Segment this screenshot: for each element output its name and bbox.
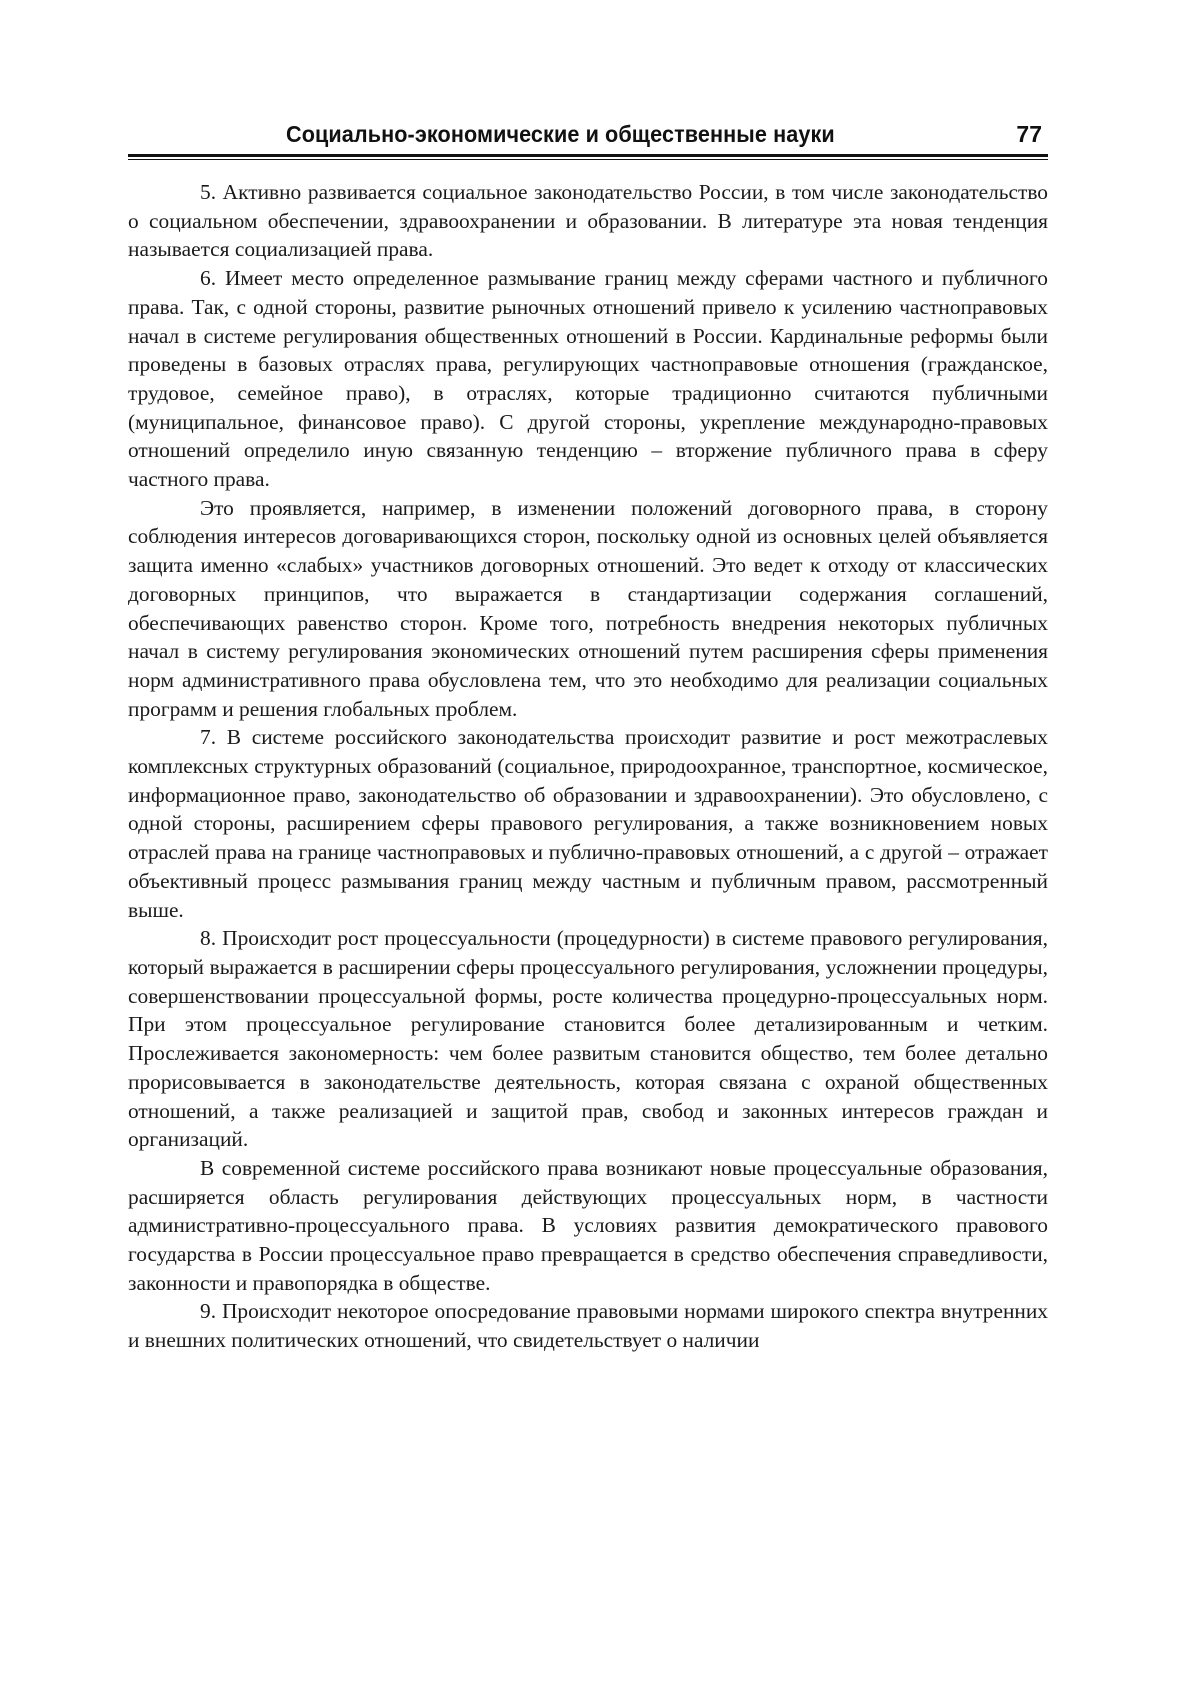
document-page: [128, 118, 1048, 1355]
paragraph-procedural-law: В современной системе российского права возникают новые процессуальные образования, расширяется область регулирования действующих процессуальных норм, в частности административно-процессуального права. В условиях развития демократического правового государства в России процессуальное право превращается в средство обеспечения справедливости, законности и правопорядка в обществе.: [128, 1155, 1048, 1295]
page-number: 77: [1016, 121, 1042, 147]
paragraph-item-8: 8. Происходит рост процессуальности (процедурности) в системе правового регулирования, который выражается в расширении сферы процессуального регулирования, усложнении процедуры, совершенствовании процессуальной формы, росте количества процедурно-процессуальных норм. При этом процессуальное регулирование становится более детализированным и четким. Прослеживается закономерность: чем более развитым становится общество, тем более детально прорисовывается в законодательстве деятельность, которая связана с охраной общественных отношений, а также реализацией и защитой прав, свобод и законных интересов граждан и организаций.: [128, 926, 1048, 1152]
running-title: Социально-экономические и общественные науки: [286, 121, 835, 147]
paragraph-item-9: 9. Происходит некоторое опосредование правовыми нормами широкого спектра внутренних и внешних политических отношений, что свидетельствует о наличии: [128, 1299, 1048, 1353]
paragraph-item-7: 7. В системе российского законодательства происходит развитие и рост межотраслевых комплексных структурных образований (социальное, природоохранное, транспортное, космическое, информационное право, законодательство об образовании и здравоохранении). Это обусловлено, с одной стороны, расширением сферы правового регулирования, а также возникновением новых отраслей права на границе частноправовых и публично-правовых отношений, а с другой – отражает объективный процесс размывания границ между частным и публичным правом, рассмотренный выше.: [128, 725, 1048, 922]
paragraph-item-5: 5. Активно развивается социальное законодательство России, в том числе законодательство о социальном обеспечении, здравоохранении и образовании. В литературе эта новая тенденция называется социализацией права.: [128, 180, 1048, 262]
header-rule: [128, 154, 1048, 160]
body-text: [128, 178, 1048, 1355]
paragraph-item-6: 6. Имеет место определенное размывание границ между сферами частного и публичного права. Так, с одной стороны, развитие рыночных отношений привело к усилению частноправовых начал в системе регулирования общественных отношений в России. Кардинальные реформы были проведены в базовых отраслях права, регулирующих частноправовые отношения (гражданское, трудовое, семейное право), в отраслях, которые традиционно считаются публичными (муниципальное, финансовое право). С другой стороны, укрепление международно-правовых отношений определило иную связанную тенденцию – вторжение публичного права в сферу частного права.: [128, 266, 1048, 492]
paragraph-contract-law: Это проявляется, например, в изменении положений договорного права, в сторону соблюдения интересов договаривающихся сторон, поскольку одной из основных целей объявляется защита именно «слабых» участников договорных отношений. Это ведет к отходу от классических договорных принципов, что выражается в стандартизации содержания соглашений, обеспечивающих равенство сторон. Кроме того, потребность внедрения некоторых публичных начал в систему регулирования экономических отношений путем расширения сферы применения норм административного права обусловлена тем, что это необходимо для реализации социальных программ и решения глобальных проблем.: [128, 495, 1048, 721]
running-header: [128, 118, 1048, 154]
